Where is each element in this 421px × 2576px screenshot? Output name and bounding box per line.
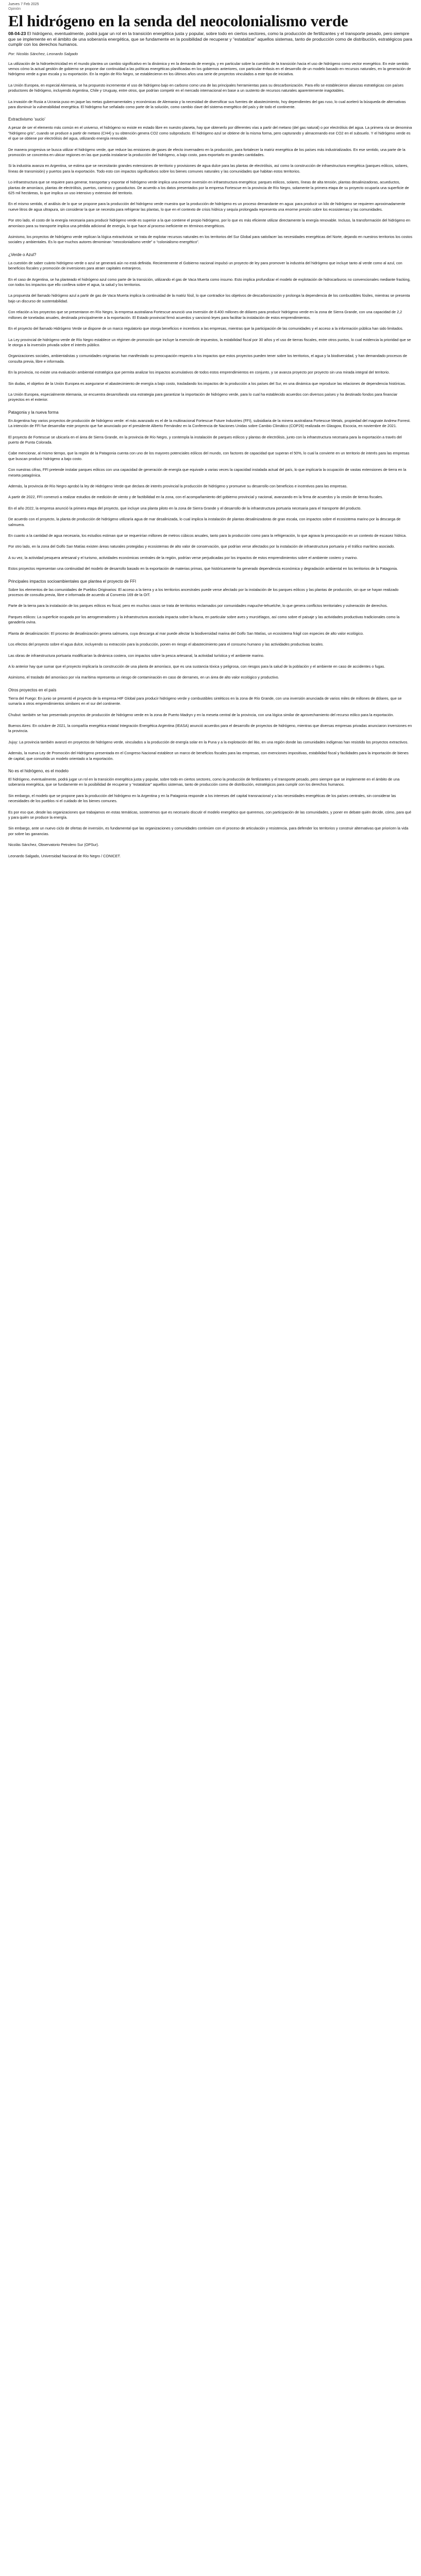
body-paragraph: Además, la nueva Ley de Promoción del Hidrógeno presentada en el Congreso Nacional establece un marco de beneficios fiscales para las empresas, con exenciones impositivas, estabilidad fiscal y facilidades para la importación de bienes de capital, que consolida un modelo orientado a la exportación. xyxy=(8,751,409,761)
section-label: Opinión xyxy=(8,7,21,11)
body-paragraph: Planta de desalinización: El proceso de desalinización genera salmuera, cuya descarga al mar puede afectar la biodiversidad marina del Golfo San Matías, un ecosistema frágil con especies de alto valor ecológico. xyxy=(8,631,364,636)
body-paragraph: A su vez, la actividad pesquera artesanal y el turismo, actividades económicas centrales de la región, podrían verse perjudicadas por los impactos de estos emprendimientos sobre el ambiente costero y marino. xyxy=(8,555,358,560)
author-credit: Leonardo Salgado, Universidad Nacional de Río Negro / CONICET. xyxy=(8,853,121,858)
body-paragraph: A lo anterior hay que sumar que el proyecto implicaría la construcción de una planta de amoníaco, que es una sustancia tóxica y peligrosa, con riesgos para la salud de la población y el ambiente en caso de accidentes o fugas. xyxy=(8,664,385,669)
body-paragraph: En Argentina hay varios proyectos de producción de hidrógeno verde: el más avanzado es el de la multinacional Fortescue Future Industries (FFI), subsidiaria de la minera australiana Fortescue Metals, propiedad del magnate Andrew Forrest. La intención de FFI fue desarrollar este proyecto que fue anunciado por el presidente Alberto Fernández en la Conferencia de Naciones Unidas sobre Cambio Climático (COP26) realizada en Glasgow, Escocia, en noviembre de 2021. xyxy=(8,418,411,429)
body-paragraph: La utilización de la hidroelectricidad en el mundo plantea un cambio significativo en la dinámica y en la demanda de energía, y en particular sobre la cuestión de la transición hacia el uso de hidrógeno como vector energético. En este sentido vemos cómo la actual gestión de gobierno se propone dar continuidad a las políticas energéticas planificadas en los gobiernos anteriores, con particular énfasis en el desarrollo de un modelo basado en recursos naturales, en la generación de hidrógeno verde a gran escala y su exportación. En la región de Río Negro, se establecieron en los últimos años una serie de proyectos vinculados a este tipo de iniciativa. xyxy=(8,61,411,77)
section-heading: Otros proyectos en el país xyxy=(8,687,57,692)
body-paragraph: Parte de la tierra para la instalación de los parques eólicos es fiscal, pero en muchos casos se trata de territorios reclamados por comunidades mapuche-tehuelche, lo que genera conflictos territoriales y vulneración de derechos. xyxy=(8,603,388,608)
body-paragraph: Asimismo, los proyectos de hidrógeno verde replican la lógica extractivista: se trata de explotar recursos naturales en los territorios del Sur Global para satisfacer las necesidades energéticas del Norte, dejando en nuestros territorios los costos sociales y ambientales. Es lo que muchos autores denominan “neocolonialismo verde” o “colonialismo energético”. xyxy=(8,234,412,245)
article-title: El hidrógeno en la senda del neocolonialismo verde xyxy=(8,12,348,30)
body-paragraph: En el mismo sentido, el análisis de lo que se propone para la producción del hidrógeno verde muestra que la producción de hidrógeno es un proceso demandante en agua: para producir un kilo de hidrógeno se requieren aproximadamente nueve litros de agua ultrapura, sin considerar la que se necesita para refrigerar las plantas, lo que en el contexto de crisis hídrica y sequía prolongada representa una enorme presión sobre los ecosistemas y las comunidades. xyxy=(8,201,406,212)
body-paragraph: Sin dudas, el objetivo de la Unión Europea es asegurarse el abastecimiento de energía a bajo costo, trasladando los impactos de la producción a los países del Sur, en una dinámica que reproduce las relaciones de dependencia históricas. xyxy=(8,381,406,386)
article-header xyxy=(8,2,413,11)
body-paragraph: Estos proyectos representan una continuidad del modelo de desarrollo basado en la exportación de materias primas, que históricamente ha generado dependencia económica y degradación ambiental en los territorios de la Patagonia. xyxy=(8,566,398,571)
section-heading: No es el hidrógeno, es el modelo xyxy=(8,768,69,773)
body-paragraph: El hidrógeno, eventualmente, podrá jugar un rol en la transición energética justa y popular, sobre todo en ciertos sectores, como la producción de fertilizantes y el transporte pesado, pero siempre que se implemente en el ámbito de una soberanía energética, que se fundamente en la posibilidad de recuperar y “estatalizar” aquellos sistemas, tanto de producción como de distribución, estratégicos para cumplir con los derechos humanos. xyxy=(8,776,400,787)
body-paragraph: A partir de 2022, FFI comenzó a realizar estudios de medición de viento y de factibilidad en la zona, con el acompañamiento del gobierno provincial y nacional, avanzando en la firma de acuerdos y la cesión de tierras fiscales. xyxy=(8,495,383,500)
body-paragraph: Lo infraestructura que se requiere para generar, transportar y exportar el hidrógeno verde implica una enorme inversión en infraestructura energética: parques eólicos, solares, líneas de alta tensión, plantas desalinizadoras, acueductos, plantas de amoníaco, plantas de electrólisis, puertos, caminos y gasoductos. De acuerdo a los datos presentados por la empresa Fortescue en la provincia de Río Negro, solamente la primera etapa de su proyecto ocuparía una superficie de 625 mil hectáreas, lo que implica un uso intensivo y extensivo del territorio. xyxy=(8,180,409,195)
body-paragraph: Chubut: también se han presentado proyectos de producción de hidrógeno verde en la zona de Puerto Madryn y en la meseta central de la provincia, con una lógica similar de aprovechamiento del recurso eólico para la exportación. xyxy=(8,712,394,717)
body-paragraph: Los efectos del proyecto sobre el agua dulce, incluyendo su extracción para la producción, ponen en riesgo el abastecimiento para el consumo humano y las actividades productivas locales. xyxy=(8,642,324,647)
lead-text: El hidrógeno, eventualmente, podrá jugar un rol en la transición energética justa y popular, sobre todo en ciertos sectores, como la producción de fertilizantes y el transporte pesado, pero siempre que se implemente en el ámbito de una soberanía energética, que se fundamente en la posibilidad de recuperar y “estatalizar” aquellos sistemas, tanto de producción como de distribución, estratégicos para cumplir con los derechos humanos. xyxy=(8,31,412,47)
body-paragraph: La Unión Europea, especialmente Alemania, se encuentra desarrollando una estrategia para garantizar la importación de hidrógeno verde, para lo cual ha establecido acuerdos con diversos países y ha destinado fondos para financiar proyectos en el exterior. xyxy=(8,392,398,402)
body-paragraph: De acuerdo con el proyecto, la planta de producción de hidrógeno utilizaría agua de mar desalinizada, lo cual implica la instalación de plantas desalinizadoras de gran escala, con impactos sobre el ecosistema marino por la descarga de salmuera. xyxy=(8,517,401,527)
body-paragraph: Por otro lado, en la zona del Golfo San Matías existen áreas naturales protegidas y ecosistemas de alto valor de conservación, que podrían verse afectados por la instalación de infraestructura portuaria y el tráfico marítimo asociado. xyxy=(8,544,395,549)
body-paragraph: Organizaciones sociales, ambientalistas y comunidades originarias han manifestado su preocupación respecto a los impactos que estos proyectos pueden tener sobre los territorios, el agua y la biodiversidad, y han demandado procesos de consulta previa, libre e informada. xyxy=(8,353,407,364)
body-paragraph: De manera progresiva se busca utilizar el hidrógeno verde, que reduce las emisiones de gases de efecto invernadero en la producción, para fortalecer la matriz energética de los países más industrializados. En ese sentido, una parte de la promoción se concentra en ubicar regiones en las que pueda instalarse la producción del hidrógeno, a bajo costo, para exportarlo en grandes cantidades. xyxy=(8,147,406,157)
section-heading: Principales impactos socioambientales que plantea el proyecto de FFI xyxy=(8,579,137,584)
body-paragraph: Sin embargo, el modelo que se propone para la producción del hidrógeno en la Argentina y en la Patagonia responde a los intereses del capital transnacional y a las necesidades energéticas de los países centrales, sin considerar las necesidades de los pueblos ni el cuidado de los bienes comunes. xyxy=(8,793,396,804)
section-heading: ¿Verde o Azul? xyxy=(8,252,37,257)
body-paragraph: La Ley provincial de hidrógeno verde de Río Negro establece un régimen de promoción que incluye la exención de impuestos, la estabilidad fiscal por 30 años y el uso de tierras fiscales, entre otros puntos, lo cual evidencia la prioridad que se le otorga a la inversión privada sobre el interés público. xyxy=(8,337,411,347)
body-paragraph: La propuesta del llamado hidrógeno azul a partir de gas de Vaca Muerta implica la continuidad de la matriz fósil, lo que contradice los objetivos de descarbonización y prolonga la dependencia de los combustibles fósiles, mientras se presenta bajo un discurso de sustentabilidad. xyxy=(8,293,410,303)
body-paragraph: La Unión Europea, en especial Alemania, se ha propuesto incrementar el uso de hidrógeno bajo en carbono como una de las principales herramientas para su descarbonización. Para ello se establecieron alianzas estratégicas con países productores de hidrógeno, incluyendo Argentina, Chile y Uruguay, entre otros, que podrían competir en el mercado internacional en base a un sustento de recursos naturales aparentemente inagotables. xyxy=(8,82,404,93)
section-heading: Extractivismo ‘sucio’ xyxy=(8,117,46,122)
body-paragraph: En el caso de Argentina, se ha planteado el hidrógeno azul como parte de la transición, utilizando el gas de Vaca Muerta como insumo. Esto implica profundizar el modelo de explotación de hidrocarburos no convencionales mediante fracking, con todos los impactos que ello conlleva sobre el agua, la salud y los territorios. xyxy=(8,277,411,287)
body-paragraph: El proyecto de Fortescue se ubicaría en el área de Sierra Grande, en la provincia de Río Negro, y contempla la instalación de parques eólicos y plantas de electrólisis, junto con la infraestructura necesaria para la exportación a través del puerto de Punta Colorada. xyxy=(8,434,402,445)
body-paragraph: Con nuestras cifras, FFI pretende instalar parques eólicos con una capacidad de generación de energía que equivale a varias veces la capacidad instalada actual del país, lo que implicaría la ocupación de vastas extensiones de tierra en la meseta patagónica. xyxy=(8,467,407,478)
body-paragraph: Jujuy: La provincia también avanzó en proyectos de hidrógeno verde, vinculados a la producción de energía solar en la Puna y a la explotación del litio, en una región donde las comunidades indígenas han resistido los proyectos extractivos. xyxy=(8,739,409,744)
body-paragraph: Buenos Aires: En octubre de 2021, la compañía energética estatal Integración Energética Argentina (IEASA) anunció acuerdos para el desarrollo de proyectos de hidrógeno, mientras que diversas empresas privadas anunciaron inversiones en la provincia. xyxy=(8,723,412,734)
author-credit: Nicolás Sánchez, Observatorio Petrolero Sur (OPSur). xyxy=(8,842,99,848)
byline: Por: Nicolás Sánchez, Leonardo Salgado xyxy=(8,51,78,56)
lead-date: 08-04-23 xyxy=(8,31,26,36)
body-paragraph: Parques eólicos: La superficie ocupada por los aerogeneradores y la infraestructura asociada impacta sobre la fauna, en particular sobre aves y murciélagos, así como sobre el paisaje y las actividades productivas tradicionales como la ganadería ovina. xyxy=(8,614,400,625)
body-paragraph: Sin embargo, ante un nuevo ciclo de ofertas de inversión, es fundamental que las organizaciones y comunidades continúen con el proceso de articulación y resistencia, para defender los territorios y construir alternativas que prioricen la vida por sobre las ganancias. xyxy=(8,826,409,836)
body-paragraph: Sobre los elementos de las comunidades de Pueblos Originarios: El acceso a la tierra y a los territorios ancestrales puede verse afectado por la instalación de los parques eólicos y las plantas de producción, sin que se hayan realizado procesos de consulta previa, libre e informada de acuerdo al Convenio 169 de la OIT. xyxy=(8,587,399,598)
body-paragraph: En cuanto a la cantidad de agua necesaria, los estudios estiman que se requerirían millones de metros cúbicos anuales, tanto para la producción como para la refrigeración, lo que agrava la preocupación en un contexto de escasez hídrica. xyxy=(8,533,407,538)
article-page xyxy=(0,0,421,859)
body-paragraph: Cabe mencionar, al mismo tiempo, que la región de la Patagonia cuenta con uno de los mayores potenciales eólicos del mundo, con factores de capacidad que superan el 50%, lo cual la convierte en un territorio de interés para las empresas que buscan producir hidrógeno a bajo costo. xyxy=(8,451,410,461)
body-paragraph: Además, la provincia de Río Negro aprobó la ley de Hidrógeno Verde que declara de interés provincial la producción de hidrógeno y promueve su desarrollo con beneficios e incentivos para las empresas. xyxy=(8,484,348,488)
body-paragraph: En el proyecto del llamado Hidrógeno Verde se dispone de un marco regulatorio que otorga beneficios e incentivos a las empresas, mientras que la participación de las comunidades y el acceso a la información pública han sido limitados. xyxy=(8,326,403,331)
body-paragraph: Con relación a los proyectos que se presentaron en Río Negro, la empresa australiana Fortescue anunció una inversión de 8.400 millones de dólares para producir hidrógeno verde en la zona de Sierra Grande, con una capacidad de 2,2 millones de toneladas anuales, destinada principalmente a la exportación. El Estado provincial firmó acuerdos y sancionó leyes para facilitar la instalación de estos emprendimientos. xyxy=(8,310,402,320)
body-paragraph: A pesar de ser el elemento más común en el universo, el hidrógeno no existe en estado libre en nuestro planeta, hay que obtenerlo por diferentes vías a partir del metano (del gas natural) o por electrólisis del agua. La primera vía se denomina “hidrógeno gris”, cuando se produce a partir de metano (CH4) y su obtención genera CO2 como subproducto. El hidrógeno azul se obtiene de la misma forma, pero capturando y almacenando ese CO2 en el subsuelo. Y el hidrógeno verde es el que se obtiene por electrólisis del agua, utilizando energía renovable. xyxy=(8,125,412,141)
article-body xyxy=(8,61,413,859)
body-paragraph: La invasión de Rusia a Ucrania puso en jaque las metas gubernamentales y económicas de Alemania y la necesidad de diversificar sus fuentes de abastecimiento, hoy dependientes del gas ruso, lo cual aceleró la búsqueda de alternativas para disminuir la vulnerabilidad energética. El hidrógeno fue señalado como parte de la solución, como cambio clave del sistema energético del país y de todo el continente. xyxy=(8,99,406,109)
body-paragraph: Es por eso que, desde las organizaciones que trabajamos en estas temáticas, sostenemos que es necesario discutir el modelo energético que queremos, con participación de las comunidades, y poner en debate quién decide, cómo, para qué y para quién se produce la energía. xyxy=(8,809,412,820)
body-paragraph: Asimismo, el traslado del amoníaco por vía marítima representa un riesgo de contaminación en caso de derrames, en un área de alto valor ecológico y productivo. xyxy=(8,675,279,680)
body-paragraph: En el año 2022, la empresa anunció la primera etapa del proyecto, que incluye una planta piloto en la zona de Sierra Grande y el desarrollo de la infraestructura portuaria necesaria para el transporte del producto. xyxy=(8,505,362,511)
section-heading: Patagonia y la nueva forma xyxy=(8,410,59,415)
body-paragraph: En la provincia, no existe una evaluación ambiental estratégica que permita analizar los impactos acumulativos de todos estos emprendimientos en conjunto, y se avanza proyecto por proyecto sin una mirada integral del territorio. xyxy=(8,370,390,375)
body-paragraph: Por otro lado, el costo de la energía necesaria para producir hidrógeno verde es superior a la que contiene el propio hidrógeno, por lo que es más eficiente utilizar directamente la energía renovable. Incluso, la transformación del hidrógeno en amoníaco para su transporte implica una pérdida adicional de energía, lo que hace al proceso ineficiente en términos energéticos. xyxy=(8,218,411,228)
body-paragraph: Si la industria avanza en Argentina, se estima que se necesitarán grandes extensiones de territorio y provisiones de agua dulce para las plantas de electrólisis, así como la construcción de infraestructura energética (parques eólicos, solares, líneas de transmisión) y puertos para la exportación. Todo esto con impactos significativos sobre los bienes comunes naturales y las comunidades que habitan estos territorios. xyxy=(8,163,409,174)
body-paragraph: Las obras de infraestructura portuaria modificarían la dinámica costera, con impactos sobre la pesca artesanal, la actividad turística y el ambiente marino. xyxy=(8,653,264,658)
article-lead xyxy=(8,31,413,47)
body-paragraph: La cuestión de saber cuánto hidrógeno verde o azul se generará aún no está definida. Recientemente el Gobierno nacional impulsó un proyecto de ley para promover la industria del hidrógeno que incluye tanto al verde como al azul, con beneficios fiscales y promoción de inversiones para atraer capitales extranjeros. xyxy=(8,260,402,271)
body-paragraph: Tierra del Fuego: En junio se presentó el proyecto de la empresa HIF Global para producir hidrógeno verde y combustibles sintéticos en la zona de Río Grande, con una inversión anunciada de varios miles de millones de dólares, que se sumaría a otros emprendimientos similares en el sur del continente. xyxy=(8,696,402,706)
date-line: Jueves 7 Feb 2025 xyxy=(8,3,39,6)
